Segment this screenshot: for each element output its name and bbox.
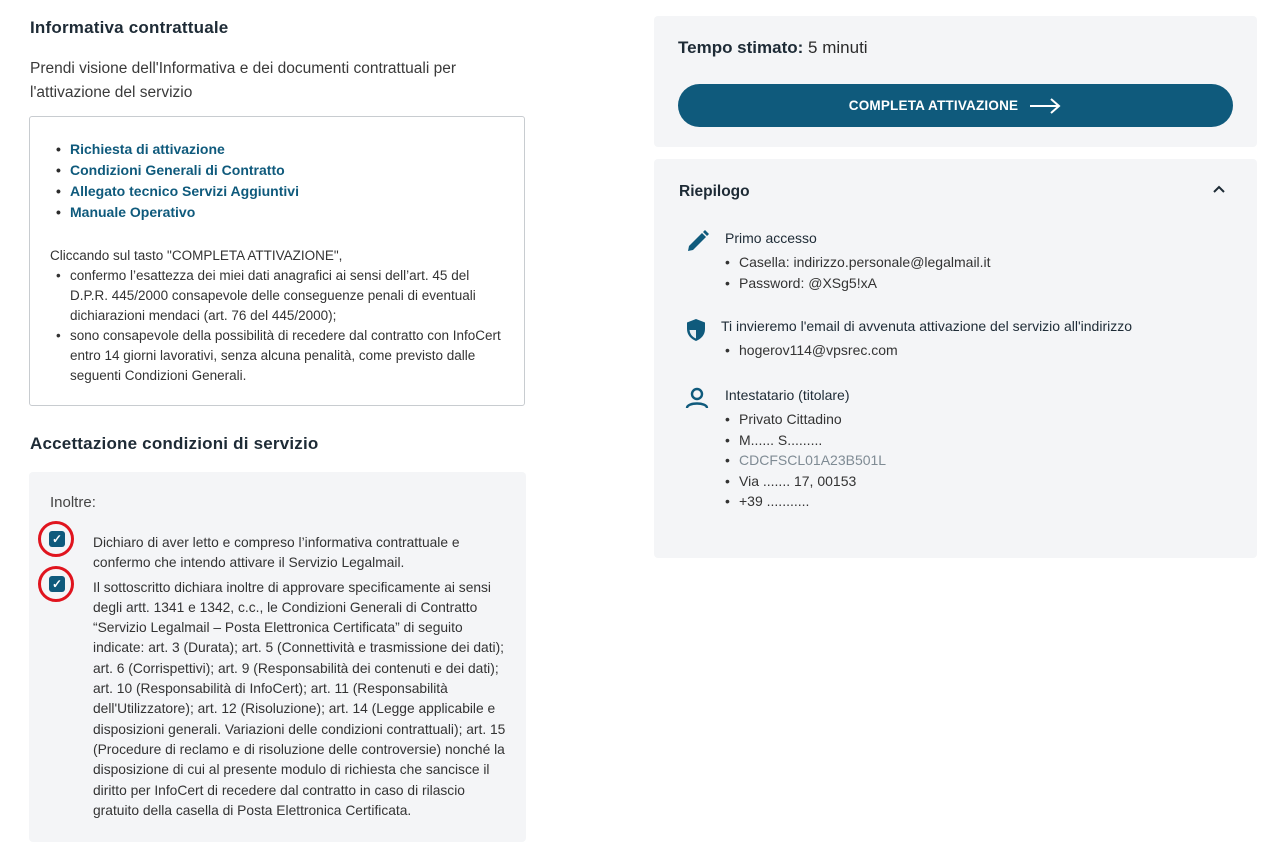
list-item	[70, 160, 504, 181]
list-item: • M...... S.........	[739, 430, 886, 451]
intestatario-list	[725, 409, 886, 512]
link-condizioni-generali[interactable]: Condizioni Generali di Contratto	[70, 162, 285, 178]
checkbox-row-condizioni	[49, 578, 506, 822]
link-richiesta-attivazione[interactable]: Richiesta di attivazione	[70, 141, 225, 157]
document-links	[50, 139, 504, 223]
accettazione-title: Accettazione condizioni di servizio	[30, 434, 319, 453]
list-item: • Privato Cittadino	[739, 409, 886, 430]
informativa-intro: Prendi visione dell'Informativa e dei documenti contrattuali per l'attivazione del servizio	[30, 60, 456, 101]
link-allegato-tecnico[interactable]: Allegato tecnico Servizi Aggiuntivi	[70, 183, 299, 199]
primo-accesso-title: Primo accesso	[725, 230, 817, 246]
tempo-value: 5 minuti	[808, 38, 868, 57]
list-item	[70, 181, 504, 202]
email-list	[725, 340, 898, 361]
intestatario-title: Intestatario (titolare)	[725, 387, 850, 403]
list-item: • +39 ...........	[739, 491, 886, 512]
acceptance-box	[29, 472, 526, 842]
checkbox-condizioni[interactable]: ✓	[49, 576, 65, 592]
pencil-icon	[685, 230, 711, 254]
riepilogo-title: Riepilogo	[679, 183, 750, 200]
list-item: • confermo l’esattezza dei miei dati anagrafici ai sensi dell’art. 45 del D.P.R. 445/2000 consapevole delle conseguenze penali di eventuali dichiarazioni mendaci (art. 76 del 445/2000);	[70, 266, 504, 326]
completa-attivazione-button[interactable]	[678, 84, 1233, 127]
chevron-up-icon[interactable]	[1213, 185, 1225, 193]
button-label: COMPLETA ATTIVAZIONE	[848, 98, 1019, 113]
link-manuale-operativo[interactable]: Manuale Operativo	[70, 204, 196, 220]
primo-accesso-list	[725, 252, 991, 293]
list-item	[70, 139, 504, 160]
checkbox-informativa[interactable]: ✓	[49, 531, 65, 547]
list-item: • CDCFSCL01A23B501L	[739, 450, 886, 471]
arrow-right-icon	[1030, 98, 1062, 114]
documents-box	[29, 116, 525, 406]
riepilogo-panel	[654, 159, 1257, 558]
checkbox-label: Dichiaro di aver letto e compreso l’informativa contrattuale e confermo che intendo attivare il Servizio Legalmail.	[93, 535, 460, 571]
checkbox-label: Il sottoscritto dichiara inoltre di approvare specificamente ai sensi degli artt. 1341 e 1342, c.c., le Condizioni Generali di Contratto “Servizio Legalmail – Posta Elettronica Certificata” di seguito indicate: art. 3 (Durata); art. 5 (Connettività e trasmissione dei dati); art. 6 (Corrispettivi); art. 9 (Responsabilità dei contenuti e dei dati); art. 10 (Responsabilità di InfoCert); art. 11 (Responsabilità dell'Utilizzatore); art. 12 (Risoluzione); art. 14 (Legge applicabile e disposizioni generali. Variazioni delle condizioni contrattuali); art. 15 (Procedure di reclamo e di risoluzione delle controversie) nonché la disposizione di cui al presente modulo di richiesta che sancisce il diritto per InfoCert di recedere dal contratto in caso di rilascio gratuito della casella di Posta Elettronica Certificata.	[93, 579, 506, 818]
shield-icon	[685, 318, 707, 342]
tempo-panel	[654, 16, 1257, 147]
informativa-title: Informativa contrattuale	[30, 18, 229, 37]
clicking-notice: Cliccando sul tasto "COMPLETA ATTIVAZIONE",	[50, 248, 343, 263]
list-item: • Via ....... 17, 00153	[739, 471, 886, 492]
checkbox-row-informativa	[49, 533, 506, 574]
list-item: • sono consapevole della possibilità di recedere dal contratto con InfoCert entro 14 giorni lavorativi, senza alcuna penalità, come previsto dalle seguenti Condizioni Generali.	[70, 326, 504, 386]
conditions-list	[50, 266, 504, 386]
inoltre-label: Inoltre:	[50, 494, 96, 511]
list-item	[70, 202, 504, 223]
list-item: • Casella: indirizzo.personale@legalmail.it	[739, 252, 991, 273]
email-title: Ti invieremo l'email di avvenuta attivazione del servizio all'indirizzo	[721, 318, 1133, 334]
list-item: • hogerov114@vpsrec.com	[739, 340, 898, 361]
tempo-stimato	[678, 38, 868, 58]
person-icon	[685, 387, 709, 411]
tempo-label: Tempo stimato:	[678, 38, 804, 57]
list-item: • Password: @XSg5!xA	[739, 273, 991, 294]
